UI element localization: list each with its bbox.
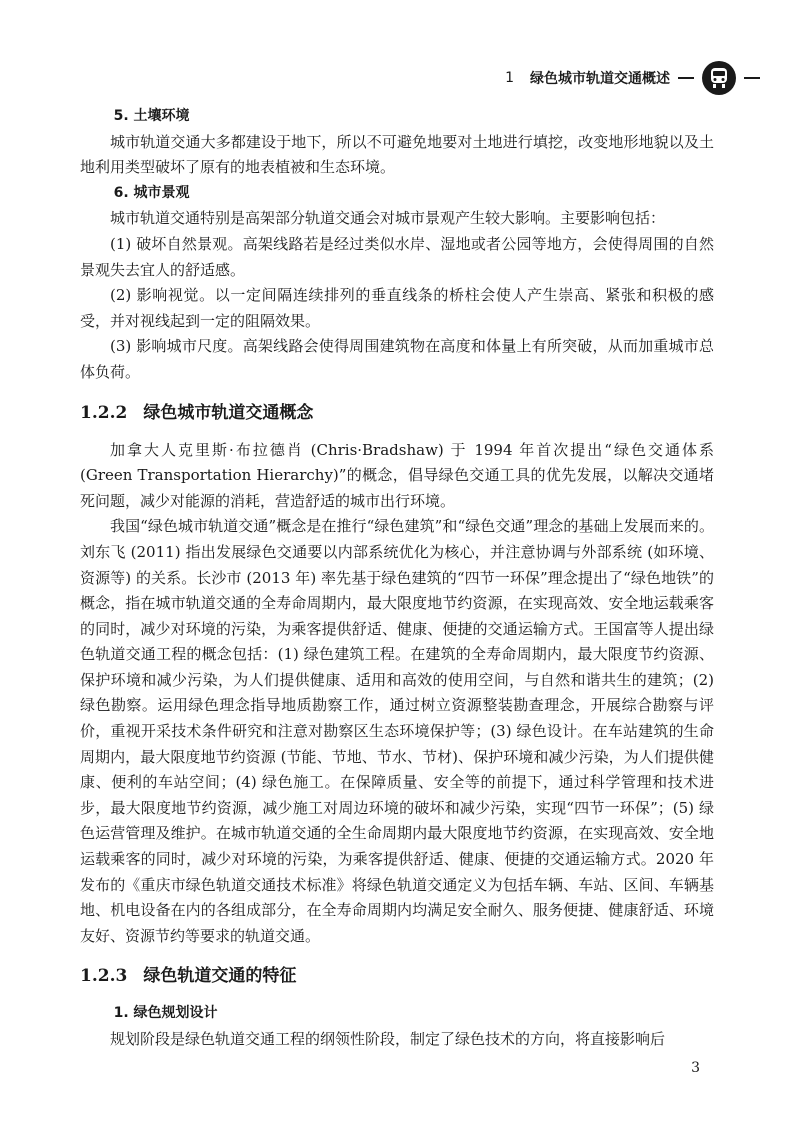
subheading-green-planning: 1. 绿色规划设计 <box>113 1005 218 1022</box>
running-header <box>505 60 760 96</box>
page-number: 3 <box>691 1060 700 1076</box>
paragraph: 规划阶段是绿色轨道交通工程的纲领性阶段，制定了绿色技术的方向，将直接影响后 <box>110 1030 666 1048</box>
paragraph: (2) 影响视觉。以一定间隔连续排列的垂直线条的桥柱会使人产生崇高、紧张和积极的感受，并对视线起到一定的阻隔效果。 <box>80 286 714 330</box>
section-number: 1.2.3 <box>80 966 128 987</box>
page-body <box>80 104 714 1053</box>
section-title: 绿色城市轨道交通概念 <box>143 402 314 423</box>
paragraph: 我国“绿色城市轨道交通”概念是在推行“绿色建筑”和“绿色交通”理念的基础上发展而来的。刘东飞 (2011) 指出发展绿色交通要以内部系统优化为核心，并注意协调与外部系统 (如环境、资源等) 的关系。长沙市 (2013 年) 率先基于绿色建筑的“四节一环保”理念提出了“绿色地铁”的概念，指在城市轨道交通的全寿命周期内，最大限度地节约资源，在实现高效、安全地运载乘客的同时，减少对环境的污染，为乘客提供舒适、健康、便捷的交通运输方式。王国富等人提出绿色轨道交通工程的概念包括：(1) 绿色建筑工程。在建筑的全寿命周期内，最大限度节约资源、保护环境和减少污染，为人们提供健康、适用和高效的使用空间，与自然和谐共生的建筑；(2) 绿色勘察。运用绿色理念指导地质勘察工作，通过树立资源整装勘查理念，开展综合勘察与评价，重视开采技术条件研究和注意对勘察区生态环境保护等；(3) 绿色设计。在车站建筑的生命周期内，最大限度地节约资源 (节能、节地、节水、节材)、保护环境和减少污染，为人们提供健康、便利的车站空间；(4) 绿色施工。在保障质量、安全等的前提下，通过科学管理和技术进步，最大限度地节约资源，减少施工对周边环境的破坏和减少污染，实现“四节一环保”；(5) 绿色运营管理及维护。在城市轨道交通的全生命周期内最大限度地节约资源，在实现高效、安全地运载乘客的同时，减少对环境的污染，为乘客提供舒适、健康、便捷的交通运输方式。2020 年发布的《重庆市绿色轨道交通技术标准》将绿色轨道交通定义为包括车辆、车站、区间、车辆基地、机电设备在内的各组成部分，在全寿命周期内均满足安全耐久、服务便捷、健康舒适、环境友好、资源节约等要求的轨道交通。 <box>80 517 714 945</box>
section-heading-1-2-2 <box>80 398 714 428</box>
section-number: 1.2.2 <box>80 402 128 423</box>
subheading-soil: 5. 土壤环境 <box>113 108 190 124</box>
header-dash-left <box>678 77 694 79</box>
header-dash-right <box>744 77 760 79</box>
paragraph: (3) 影响城市尺度。高架线路会使得周围建筑物在高度和体量上有所突破，从而加重城市总体负荷。 <box>80 337 714 381</box>
metro-train-icon <box>702 61 736 95</box>
subheading-landscape: 6. 城市景观 <box>113 184 190 201</box>
section-title: 绿色轨道交通的特征 <box>143 966 297 987</box>
section-heading-1-2-3 <box>80 961 714 991</box>
chapter-title: 绿色城市轨道交通概述 <box>530 71 670 87</box>
paragraph: 城市轨道交通特别是高架部分轨道交通会对城市景观产生较大影响。主要影响包括： <box>110 209 666 228</box>
metro-train-icon-graphic <box>707 66 731 90</box>
paragraph: 城市轨道交通大多都建设于地下，所以不可避免地要对土地进行填挖，改变地形地貌以及土地利用类型破坏了原有的地表植被和生态环境。 <box>80 132 714 177</box>
paragraph: (1) 破坏自然景观。高架线路若是经过类似水岸、湿地或者公园等地方，会使得周围的自然景观失去宜人的舒适感。 <box>80 234 714 279</box>
paragraph: 加拿大人克里斯·布拉德肖 (Chris·Bradshaw) 于 1994 年首次提出“绿色交通体系 (Green Transportation Hierarchy)”的概念，倡导绿色交通工具的优先发展，以解决交通堵死问题，减少对能源的消耗，营造舒适的城市出行环境。 <box>80 440 714 510</box>
chapter-number: 1 <box>505 70 514 86</box>
